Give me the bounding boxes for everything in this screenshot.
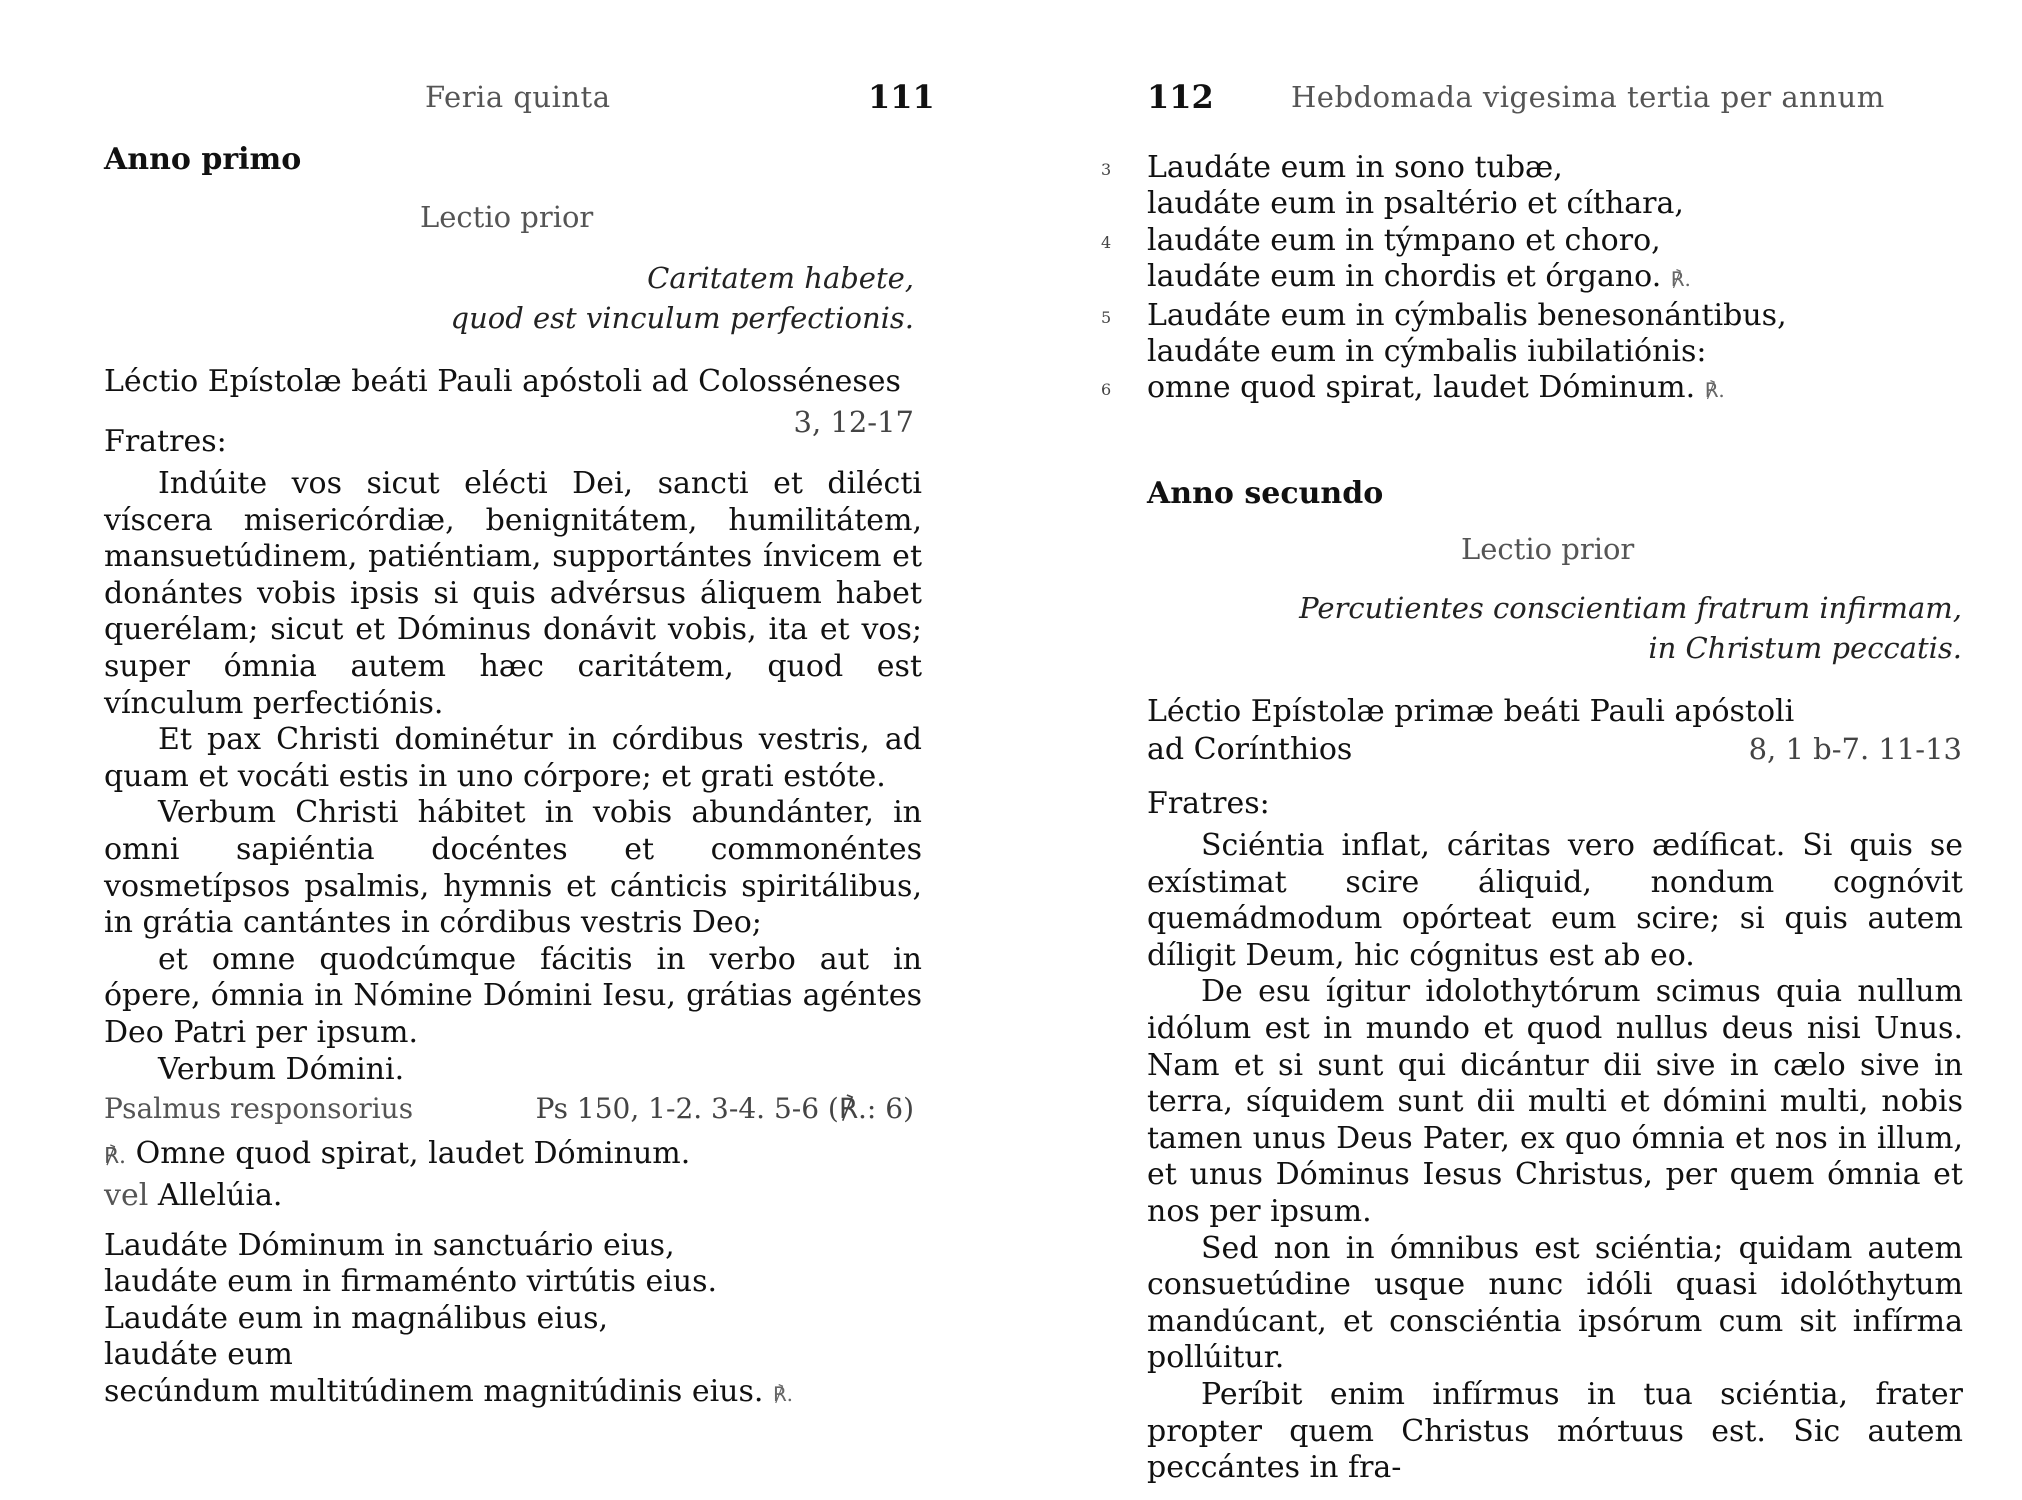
reading-reference: 3, 12-17 [793,405,914,439]
verse-line [104,1374,793,1412]
psalm-reference: Ps 150, 1-2. 3-4. 5-6 (℟.: 6) [535,1092,914,1125]
motto-line: Caritatem habete, [647,261,914,295]
lectio-label: Lectio prior [1461,532,1635,566]
paragraph: Verbum Dómini. [158,1051,405,1087]
motto [1299,588,1962,668]
lectio-label: Lectio prior [420,200,594,234]
paragraph: Verbum Christi hábitet in vobis abundánter, in omni sapiéntia docéntes et commonéntes vosmetípsos psalmis, hymnis et cánticis spiritálibus, in grátia cantántes in córdibus vestris Deo; [104,795,922,941]
paragraph: De esu ígitur idolothytórum scimus quia nullum idólum est in mundo et quod nullus deus nisi Unus. Nam et si sunt qui dicántur dii sive in cælo sive in terra, síquidem sunt dii multi et dómini multi, nobis tamen unus Deus Pater, ex quo ómnia et nos in illum, et unus Dóminus Iesus Christus, per quem ómnia et nos per ipsum. [1147,974,1963,1229]
verse-line: Laudáte eum in magnálibus eius, [104,1300,609,1336]
response-line [104,1136,690,1171]
verse-text: laudáte eum in chordis et órgano. [1147,259,1662,295]
motto [451,258,915,338]
alleluia-line [104,1178,282,1213]
reading-body [104,466,922,1088]
reading-title: Léctio Epístolæ beáti Pauli apóstoli ad Colosséneses [104,364,901,399]
verse-text: secúndum multitúdinem magnitúdinis eius. [104,1373,764,1409]
alleluia-text: Allelúia. [157,1178,283,1213]
paragraph: Sed non in ómnibus est sciéntia; quidam autem consuetúdine usque nunc idóli quasi idolóthytum mandúcant, et consciéntia ipsórum cum sit infírma pollúitur. [1147,1230,1963,1376]
verse-text: laudáte eum in týmpano et choro, [1147,222,1661,258]
response-symbol: ℟. [104,1144,127,1169]
running-head: Feria quinta [425,80,611,114]
reading-title-continued: ad Corínthios [1147,732,1353,767]
psalm-heading: Psalmus responsorius [104,1092,414,1125]
verse-text: omne quod spirat, laudet Dóminum. [1147,370,1696,406]
paragraph: Períbit enim infírmus in tua sciéntia, frater propter quem Christus mórtuus est. Sic autem peccántes in fra- [1147,1376,1963,1486]
running-head: Hebdomada vigesima tertia per annum [1291,80,1885,114]
response-symbol: ℟. [772,1381,794,1406]
motto-line: Percutientes conscientiam fratrum infirmam, [1299,591,1962,625]
psalm-verses [104,1228,793,1412]
response-text: Omne quod spirat, laudet Dóminum. [135,1136,691,1171]
verse-number: 6 [1101,380,1112,400]
verse-line [1101,370,1787,408]
reading-title: Léctio Epístolæ primæ beáti Pauli apóstoli [1147,694,1795,729]
verse-line [1147,186,1787,222]
right-page [1011,0,2022,1500]
verse-line [1101,222,1787,259]
verse-text: laudáte eum in cýmbalis iubilatiónis: [1147,334,1707,370]
verse-number: 5 [1101,307,1112,327]
paragraph: Et pax Christi dominétur in córdibus vestris, ad quam et vocáti estis in uno córpore; et grati estóte. [104,722,922,794]
response-symbol: ℟. [1704,378,1725,403]
psalm-verses [1101,150,1787,409]
reading-reference: 8, 1 b-7. 11-13 [1748,732,1962,766]
verse-number: 4 [1101,232,1112,252]
fratres-label: Fratres: [104,424,227,459]
verse-line: laudáte eum [104,1337,293,1373]
verse-line [1147,259,1787,297]
verse-line [1101,150,1787,186]
verse-line: laudáte eum in firmaménto virtútis eius. [104,1264,718,1300]
verse-line: Laudáte Dóminum in sanctuário eius, [104,1228,675,1263]
year-title: Anno primo [104,142,302,177]
paragraph: Sciéntia inflat, cáritas vero ædíficat. Si quis se exístimat scire áliquid, nondum cognóvit quemádmodum opórteat eum scire; si quis autem díligit Deum, hic cógnitus est ab eo. [1147,828,1963,973]
verse-number: 3 [1101,160,1112,179]
motto-line: in Christum peccatis. [1648,631,1962,665]
verse-text: Laudáte eum in sono tubæ, [1147,150,1563,185]
verse-line [1101,297,1787,334]
vel-label: vel [104,1178,149,1213]
verse-line [1147,334,1787,370]
page-number: 112 [1147,78,1214,116]
page-number: 111 [868,78,935,116]
response-symbol: ℟. [1670,267,1691,292]
verse-text: Laudáte eum in cýmbalis benesonántibus, [1147,297,1787,333]
year-title: Anno secundo [1147,476,1384,511]
verse-text: laudáte eum in psaltério et cíthara, [1147,186,1684,222]
motto-line: quod est vinculum perfectionis. [450,301,914,335]
reading-body [1147,828,1963,1487]
fratres-label: Fratres: [1147,786,1270,821]
paragraph: et omne quodcúmque fácitis in verbo aut in ópere, ómnia in Nómine Dómini Iesu, grátias agéntes Deo Patri per ipsum. [104,941,922,1050]
paragraph: Indúite vos sicut elécti Dei, sancti et dilécti víscera misericórdiæ, benignitátem, humilitátem, mansuetúdinem, patiéntiam, supportántes ínvicem et donántes vobis ipsis si quis advérsus áliquem habet querélam; sicut et Dóminus donávit vobis, ita et vos; super ómnia autem hæc caritátem, quod est vínculum perfectiónis. [104,466,922,721]
